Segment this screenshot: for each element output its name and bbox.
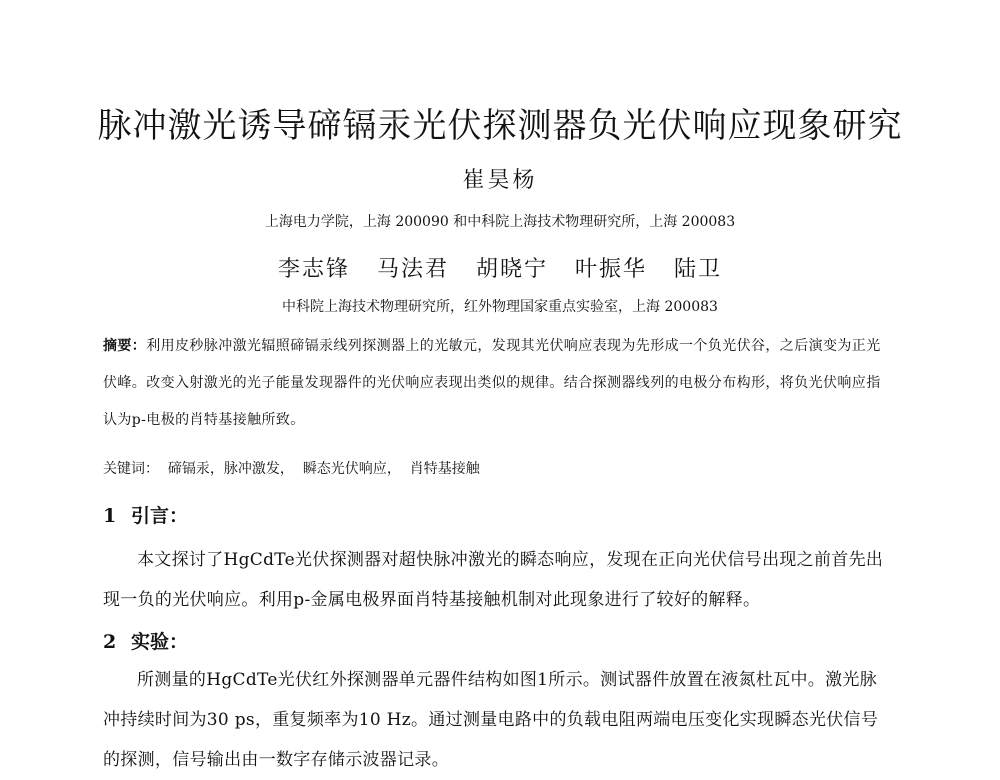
affiliation-1: 上海电力学院，上海 200090 和中科院上海技术物理研究所，上海 200083 (264, 214, 736, 230)
keywords-label: 关键词： (103, 461, 159, 477)
abstract-text: 利用皮秒脉冲激光辐照碲镉汞线列探测器上的光敏元，发现其光伏响应表现为先形成一个负光伏谷，之后演变为正光伏峰。改变入射激光的光子能量发现器件的光伏响应表现出类似的规律。结合探测器线列的电极分布构形，将负光伏响应指认为p-电极的肖特基接触所致。 (103, 338, 881, 428)
section-number: 1 (103, 505, 117, 527)
author-name: 陆卫 (674, 257, 723, 282)
author-name: 胡晓宁 (475, 257, 548, 282)
abstract-label: 摘要： (103, 338, 147, 354)
section-title: 引言： (131, 505, 189, 527)
section-paragraph: 所测量的HgCdTe光伏红外探测器单元器件结构如图1所示。测试器件放置在液氮杜瓦中。激光脉冲持续时间为30 ps，重复频率为10 Hz。通过测量电路中的负载电阻两端电压变化实现瞬态光伏信号的探测，信号输出由一数字存储示波器记录。 (103, 670, 879, 770)
author-list (0, 252, 1000, 283)
author-name: 叶振华 (575, 257, 648, 282)
paper-title: 脉冲激光诱导碲镉汞光伏探测器负光伏响应现象研究 (97, 106, 903, 146)
section-title: 实验： (131, 631, 189, 653)
keyword: 肖特基接触 (409, 461, 480, 477)
section-number: 2 (103, 631, 117, 653)
author-name: 马法君 (376, 257, 449, 282)
section-paragraph: 本文探讨了HgCdTe光伏探测器对超快脉冲激光的瞬态响应，发现在正向光伏信号出现之前首先出现一负的光伏响应。利用p-金属电极界面肖特基接触机制对此现象进行了较好的解释。 (103, 550, 884, 610)
first-author: 崔昊杨 (462, 168, 538, 193)
keyword: 脉冲激发 (223, 461, 280, 477)
author-name: 李志锋 (277, 257, 350, 282)
affiliation-2: 中科院上海技术物理研究所，红外物理国家重点实验室，上海 200083 (282, 299, 718, 315)
section-heading (103, 627, 188, 654)
section-heading (103, 501, 188, 528)
keywords: 关键词： 碲镉汞，脉冲激发， 瞬态光伏响应， 肖特基接触 (103, 461, 480, 477)
abstract (103, 328, 893, 439)
keyword: 碲镉汞 (167, 461, 210, 477)
keyword: 瞬态光伏响应 (302, 461, 387, 477)
